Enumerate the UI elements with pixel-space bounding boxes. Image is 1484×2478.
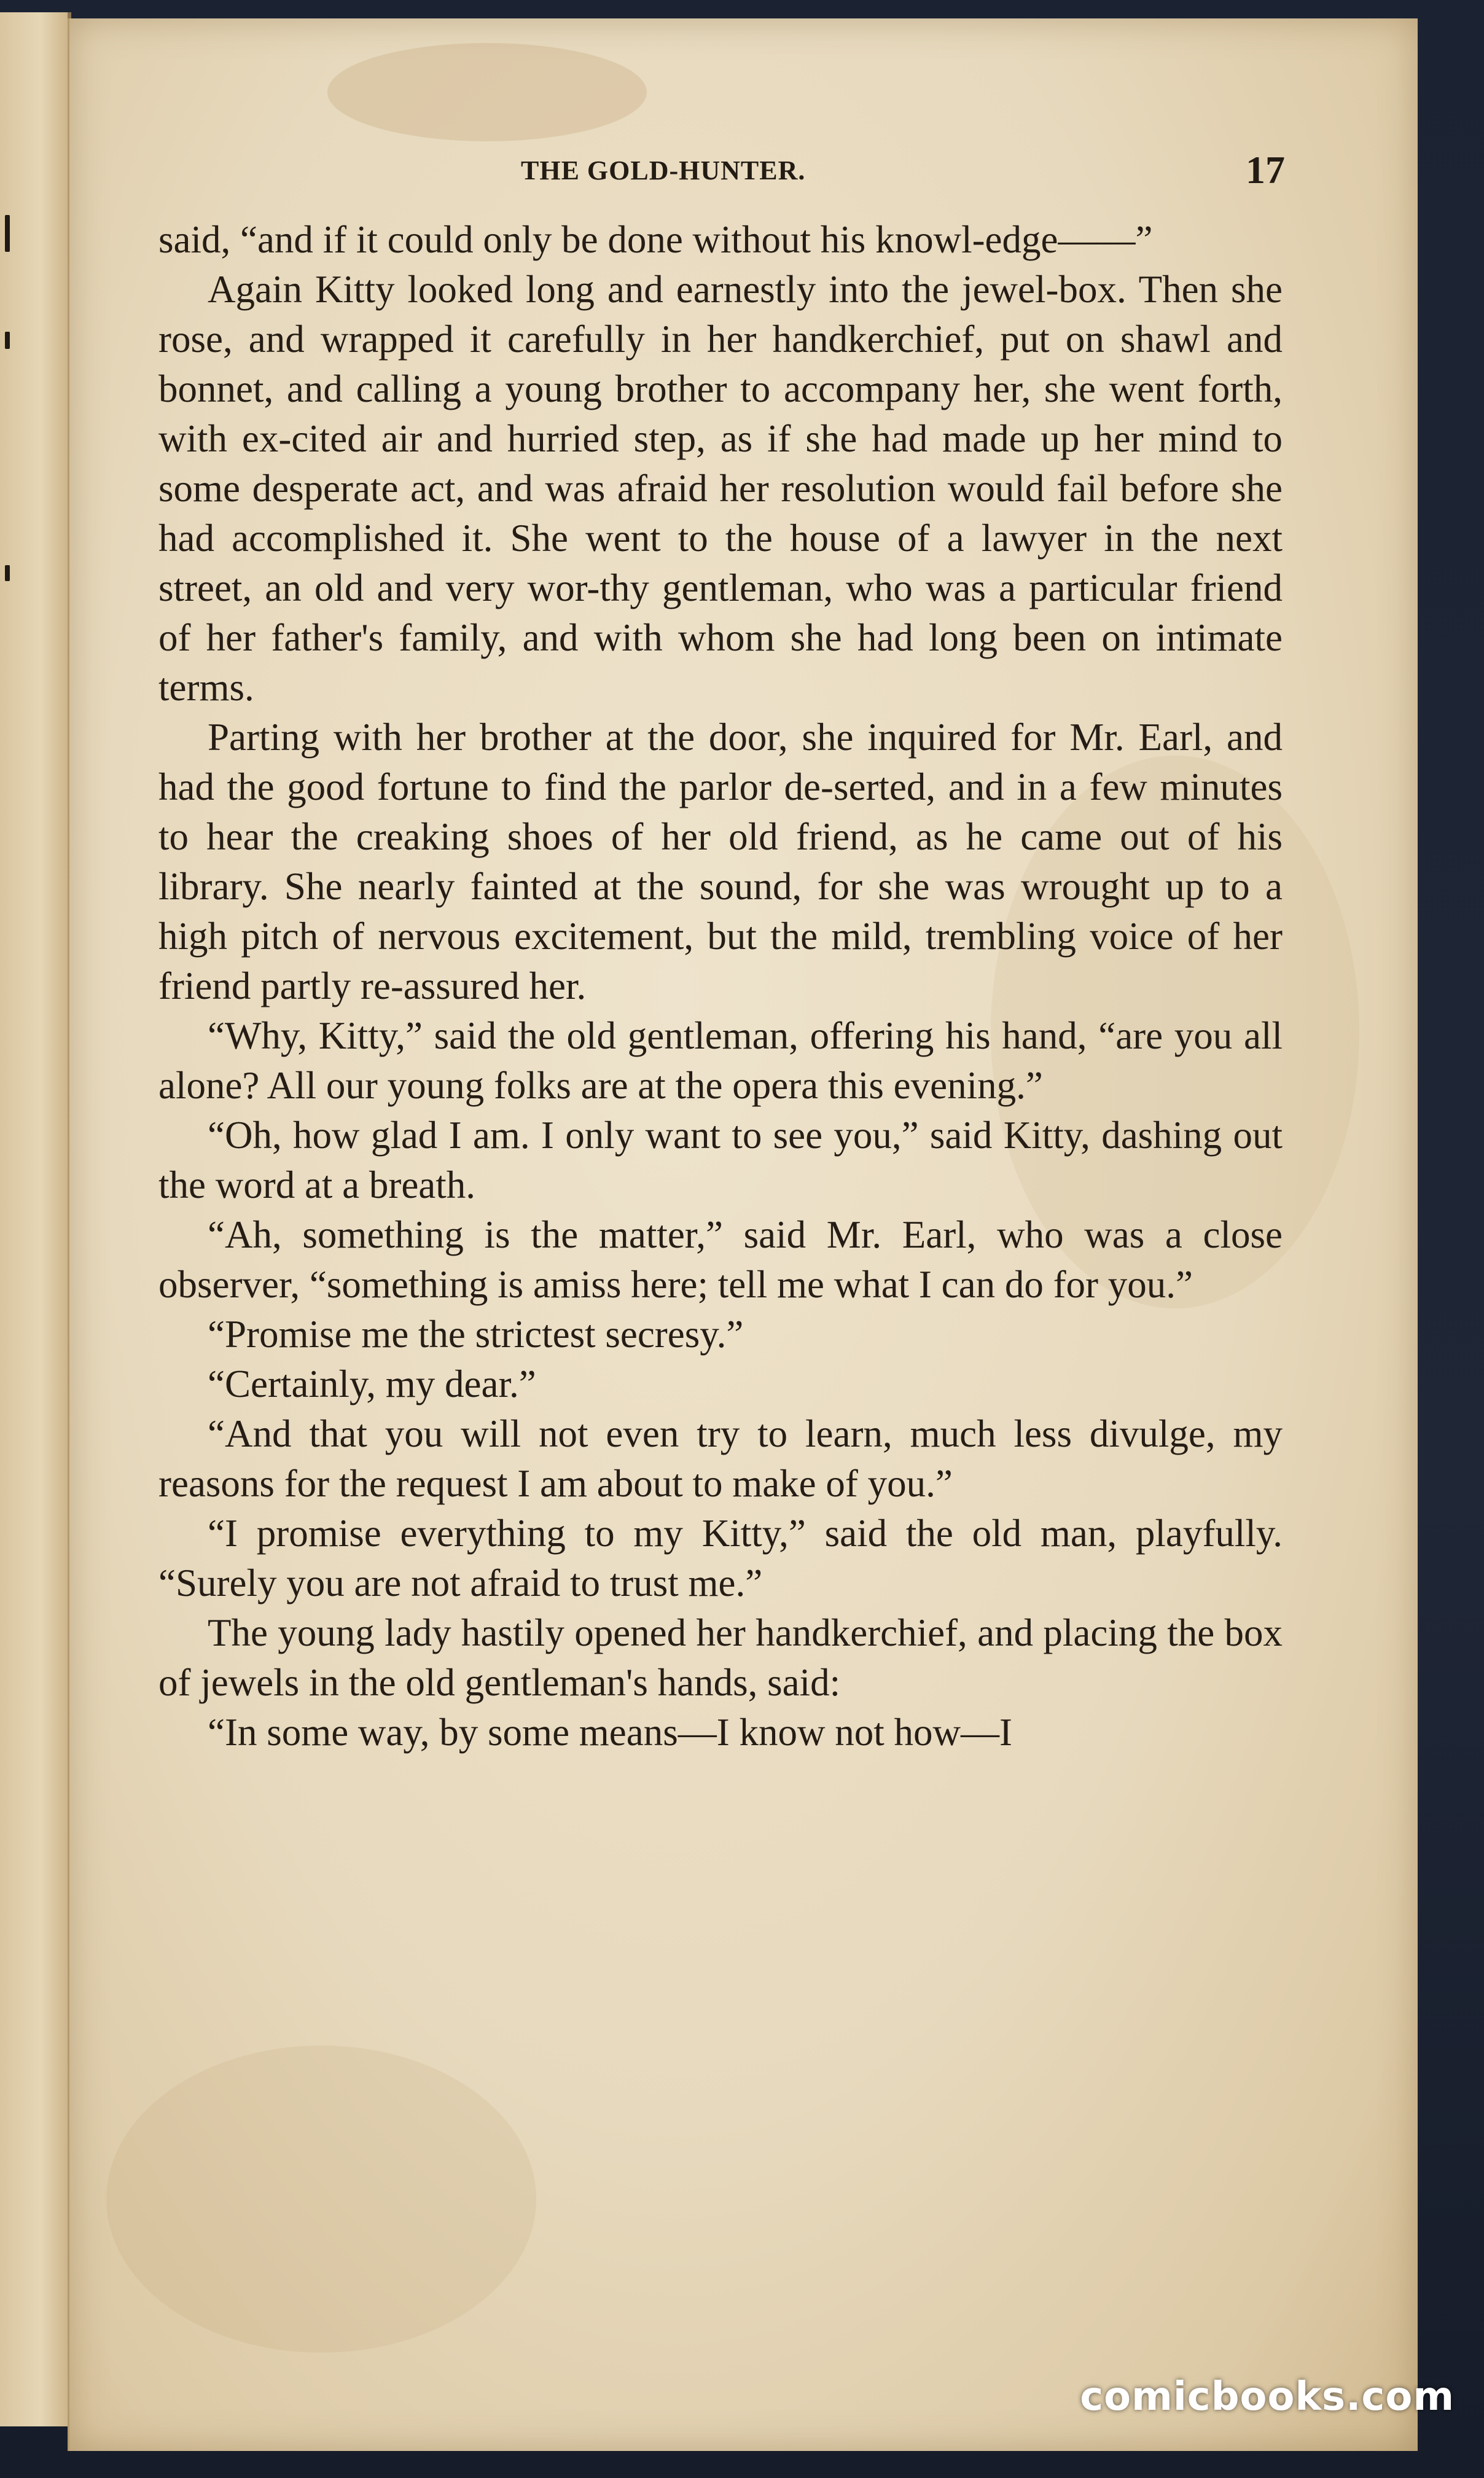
running-title: THE GOLD-HUNTER. <box>521 155 806 186</box>
paragraph: “And that you will not even try to learn, much less divulge, my reasons for the request I am about to make of you.” <box>158 1412 1283 1505</box>
paragraph: Parting with her brother at the door, she inquired for Mr. Earl, and had the good fortune to find the parlor de-serted, and in a few minutes to hear the creaking shoes of her old friend, as he came out of his library. She nearly fainted at the sound, for she was wrought up to a high pitch of nervous excitement, but the mild, trembling voice of her friend partly re-assured her. <box>158 716 1283 1007</box>
watermark: comicbooks.com <box>1080 2374 1455 2420</box>
paragraph: said, “and if it could only be done without his knowl-edge——” <box>158 218 1153 261</box>
paragraph: “Oh, how glad I am. I only want to see you,” said Kitty, dashing out the word at a breath. <box>158 1114 1283 1206</box>
paragraph: “Why, Kitty,” said the old gentleman, offering his hand, “are you all alone? All our young folks are at the opera this evening.” <box>158 1014 1283 1107</box>
book-page <box>68 18 1418 2451</box>
paragraph: “In some way, by some means—I know not how—I <box>208 1711 1012 1754</box>
paragraph: “Certainly, my dear.” <box>208 1362 536 1405</box>
facing-page-ink-mark <box>5 565 10 581</box>
paragraph: “Ah, something is the matter,” said Mr. Earl, who was a close observer, “something is amiss here; tell me what I can do for you.” <box>158 1213 1283 1306</box>
facing-page-ink-mark <box>5 215 10 252</box>
facing-page-edge <box>0 12 71 2426</box>
facing-page-ink-mark <box>5 332 10 349</box>
paragraph: The young lady hastily opened her handkerchief, and placing the box of jewels in the old gentleman's hands, said: <box>158 1611 1283 1704</box>
page-number: 17 <box>1246 148 1285 192</box>
paragraph: “I promise everything to my Kitty,” said the old man, playfully. “Surely you are not afraid to trust me.” <box>158 1512 1283 1604</box>
page-stain <box>106 2046 536 2353</box>
running-head <box>69 147 1418 197</box>
page-stain <box>327 43 647 141</box>
body-text <box>158 215 1283 1757</box>
paragraph: Again Kitty looked long and earnestly into the jewel-box. Then she rose, and wrapped it carefully in her handkerchief, put on shawl and bonnet, and calling a young brother to accompany her, she went forth, with ex-cited air and hurried step, as if she had made up her mind to some desperate act, and was afraid her resolution would fail before she had accomplished it. She went to the house of a lawyer in the next street, an old and very wor-thy gentleman, who was a particular friend of her father's family, and with whom she had long been on intimate terms. <box>158 268 1283 709</box>
paragraph: “Promise me the strictest secresy.” <box>208 1313 744 1356</box>
